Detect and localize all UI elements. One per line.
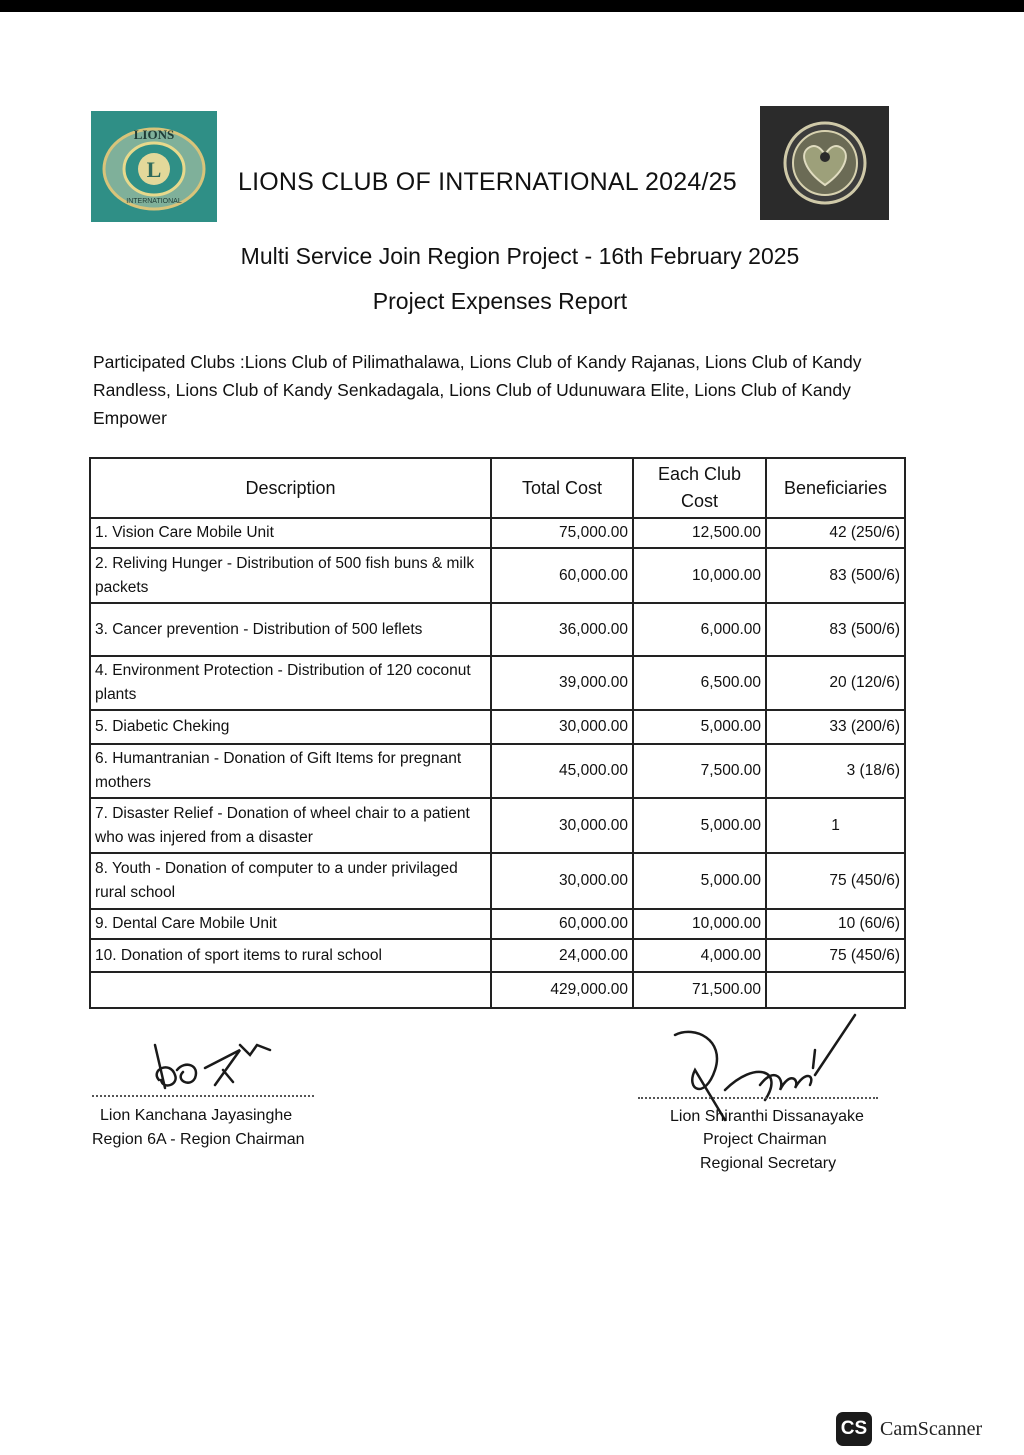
row-each-club-cost: 12,500.00 (633, 518, 766, 548)
row-beneficiaries: 42 (250/6) (766, 518, 905, 548)
row-beneficiaries: 3 (18/6) (766, 744, 905, 798)
grand-total-each-club: 71,500.00 (633, 972, 766, 1008)
row-total-cost: 30,000.00 (491, 853, 633, 909)
left-signature-line (92, 1095, 314, 1097)
row-each-club-cost: 6,500.00 (633, 656, 766, 710)
row-total-cost: 24,000.00 (491, 939, 633, 972)
participated-clubs (93, 348, 893, 432)
row-description: 3. Cancer prevention - Distribution of 500 leflets (90, 603, 491, 656)
row-description: 9. Dental Care Mobile Unit (90, 909, 491, 939)
row-description: 1. Vision Care Mobile Unit (90, 518, 491, 548)
row-description: 7. Disaster Relief - Donation of wheel chair to a patient who was injered from a disaster (90, 798, 491, 853)
row-total-cost: 60,000.00 (491, 548, 633, 603)
row-description: 8. Youth - Donation of computer to a under privilaged rural school (90, 853, 491, 909)
table-row (90, 853, 905, 909)
totals-label-cell (90, 972, 491, 1008)
row-total-cost: 75,000.00 (491, 518, 633, 548)
table-row (90, 744, 905, 798)
row-beneficiaries: 75 (450/6) (766, 853, 905, 909)
clubs-label: Participated Clubs : (93, 352, 245, 372)
row-beneficiaries: 33 (200/6) (766, 710, 905, 744)
row-description: 2. Reliving Hunger - Distribution of 500 fish buns & milk packets (90, 548, 491, 603)
row-beneficiaries: 10 (60/6) (766, 909, 905, 939)
row-beneficiaries: 83 (500/6) (766, 603, 905, 656)
clubs-list: Lions Club of Pilimathalawa, Lions Club of Kandy Rajanas, Lions Club of Kandy Randless, Lions Club of Kandy Senkadagala, Lions Club of Udunuwara Elite, Lions Club of Kandy Empower (93, 352, 862, 428)
header-beneficiaries: Beneficiaries (766, 458, 905, 518)
row-each-club-cost: 7,500.00 (633, 744, 766, 798)
table-row (90, 548, 905, 603)
table-row (90, 909, 905, 939)
row-each-club-cost: 10,000.00 (633, 548, 766, 603)
right-signatory-role-2: Regional Secretary (700, 1155, 837, 1172)
top-border (0, 0, 1024, 12)
row-total-cost: 39,000.00 (491, 656, 633, 710)
expenses-table (89, 457, 906, 1009)
table-row (90, 518, 905, 548)
right-signatory-role: Project Chairman (703, 1131, 827, 1148)
left-signatory-role: Region 6A - Region Chairman (92, 1131, 305, 1148)
right-signatory-name: Lion Shiranthi Dissanayake (670, 1108, 864, 1125)
row-description: 6. Humantranian - Donation of Gift Items for pregnant mothers (90, 744, 491, 798)
row-beneficiaries: 75 (450/6) (766, 939, 905, 972)
table-row (90, 603, 905, 656)
row-each-club-cost: 6,000.00 (633, 603, 766, 656)
row-total-cost: 30,000.00 (491, 798, 633, 853)
table-row (90, 656, 905, 710)
row-each-club-cost: 10,000.00 (633, 909, 766, 939)
row-total-cost: 60,000.00 (491, 909, 633, 939)
row-description: 5. Diabetic Cheking (90, 710, 491, 744)
header-description: Description (90, 458, 491, 518)
row-total-cost: 30,000.00 (491, 710, 633, 744)
lions-logo (91, 111, 217, 222)
logo-text-top: LIONS (133, 126, 175, 142)
row-description: 4. Environment Protection - Distribution of 120 coconut plants (90, 656, 491, 710)
left-signatory-name: Lion Kanchana Jayasinghe (100, 1107, 293, 1124)
table-row (90, 798, 905, 853)
header-each-club-cost: Each Club Cost (633, 458, 766, 518)
totals-row (90, 972, 905, 1008)
camscanner-icon: CS (836, 1412, 872, 1446)
row-beneficiaries: 83 (500/6) (766, 548, 905, 603)
org-title: LIONS CLUB OF INTERNATIONAL 2024/25 (238, 168, 737, 196)
row-each-club-cost: 5,000.00 (633, 710, 766, 744)
row-each-club-cost: 4,000.00 (633, 939, 766, 972)
row-each-club-cost: 5,000.00 (633, 853, 766, 909)
logo-text-bottom: INTERNATIONAL (126, 197, 182, 205)
report-title: Project Expenses Report (372, 288, 628, 314)
grand-total-cost: 429,000.00 (491, 972, 633, 1008)
table-header-row (90, 458, 905, 518)
row-beneficiaries: 1 (766, 798, 905, 853)
logo-letter: L (146, 156, 162, 182)
district-emblem (760, 106, 889, 220)
table-row (90, 939, 905, 972)
project-subtitle: Multi Service Join Region Project - 16th February 2025 (240, 243, 800, 269)
header-total-cost: Total Cost (491, 458, 633, 518)
row-beneficiaries: 20 (120/6) (766, 656, 905, 710)
table-row (90, 710, 905, 744)
right-signature-line (638, 1097, 878, 1099)
camscanner-label: CamScanner (880, 1418, 983, 1440)
row-total-cost: 45,000.00 (491, 744, 633, 798)
row-description: 10. Donation of sport items to rural school (90, 939, 491, 972)
left-signature (145, 1030, 285, 1100)
row-total-cost: 36,000.00 (491, 603, 633, 656)
row-each-club-cost: 5,000.00 (633, 798, 766, 853)
totals-beneficiaries-cell (766, 972, 905, 1008)
